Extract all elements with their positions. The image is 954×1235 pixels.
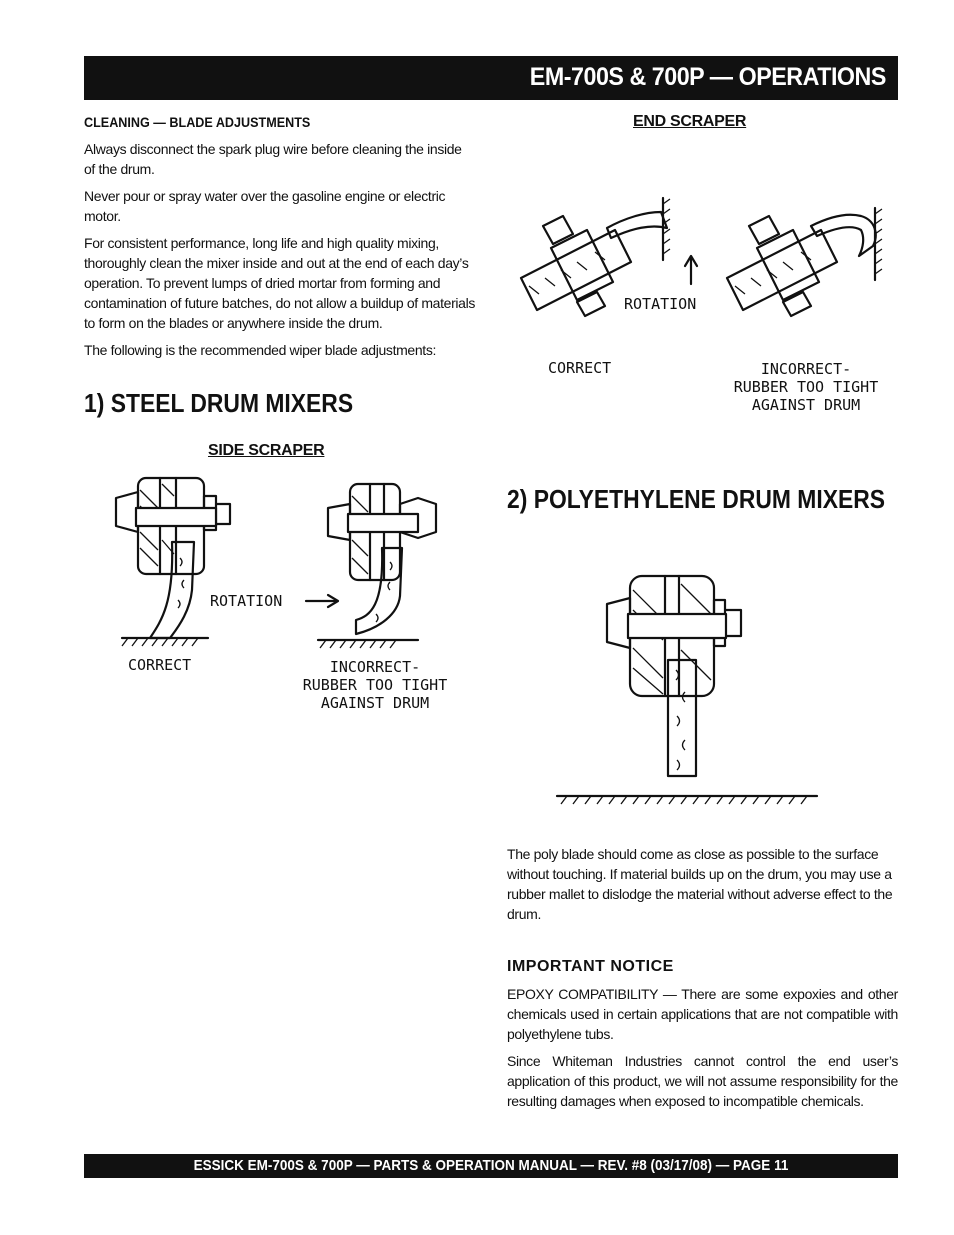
footer-text: ESSICK EM-700S & 700P — PARTS & OPERATION MANUAL — REV. #8 (03/17/08) — PAGE 11: [193, 1157, 789, 1174]
poly-drum-heading: 2) POLYETHYLENE DRUM MIXERS: [507, 484, 886, 514]
side-scraper-label: SIDE SCRAPER: [208, 442, 325, 459]
side-correct-label: CORRECT: [128, 656, 192, 674]
cleaning-heading: CLEANING — BLADE ADJUSTMENTS: [84, 114, 311, 130]
header-title: EM-700S & 700P — OPERATIONS: [529, 63, 886, 91]
end-scraper-illustration: [515, 190, 895, 320]
page-header: [84, 56, 898, 100]
notice-paragraph: Since Whiteman Industries cannot control the end user’s application of this product, we will not assume responsibility for the resulting damages when exposed to incompatible chemicals.: [507, 1053, 898, 1109]
end-rotation-label: ROTATION: [624, 295, 697, 313]
poly-description-block: [507, 844, 898, 931]
cleaning-section: [84, 114, 476, 367]
cleaning-paragraph: The following is the recommended wiper blade adjustments:: [84, 342, 437, 358]
cleaning-paragraph: Never pour or spray water over the gasoline engine or electric motor.: [84, 188, 446, 224]
notice-paragraph: EPOXY COMPATIBILITY — There are some expoxies and other chemicals used in certain applications that are not compatible with polyethylene tubs.: [507, 986, 898, 1042]
poly-description: The poly blade should come as close as possible to the surface without touching. If material builds up on the drum, you may use a rubber mallet to dislodge the material without adverse effect to the drum.: [507, 846, 893, 922]
important-notice: [507, 958, 898, 1118]
side-scraper-illustration: [100, 470, 480, 650]
side-incorrect-label: INCORRECT- RUBBER TOO TIGHT AGAINST DRUM: [302, 658, 448, 712]
cleaning-paragraph: Always disconnect the spark plug wire before cleaning the inside of the drum.: [84, 141, 462, 177]
end-incorrect-label: INCORRECT- RUBBER TOO TIGHT AGAINST DRUM: [733, 360, 879, 414]
notice-heading: IMPORTANT NOTICE: [507, 958, 674, 975]
steel-drum-heading: 1) STEEL DRUM MIXERS: [84, 388, 354, 418]
end-scraper-label: END SCRAPER: [633, 113, 747, 130]
page-footer: [84, 1154, 898, 1178]
side-rotation-label: ROTATION: [210, 592, 283, 610]
end-correct-label: CORRECT: [548, 359, 612, 377]
cleaning-paragraph: For consistent performance, long life and high quality mixing, thoroughly clean the mixer inside and out at the end of each day’s operation. To prevent lumps of dried mortar from forming and contamination of future batches, do not allow a buildup of materials to form on the blades or anywhere inside the drum.: [84, 235, 476, 331]
poly-blade-illustration: [555, 570, 825, 810]
